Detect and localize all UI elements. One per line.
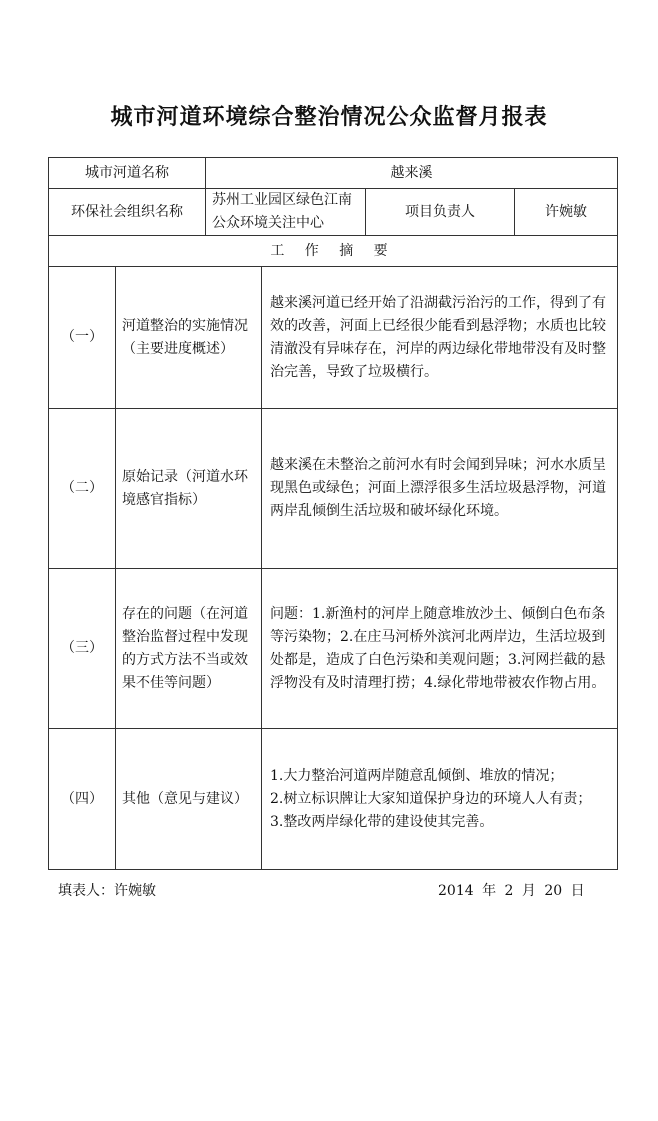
section-label: 其他（意见与建议） [116,729,262,870]
filler-name: 填表人：许婉敏 [58,883,156,899]
section-number: （四） [49,729,116,870]
section-number: （二） [49,409,116,569]
section-number: （三） [49,569,116,729]
section-content: 越来溪河道已经开始了沿湖截污治污的工作，得到了有效的改善，河面上已经很少能看到悬浮物；水质也比较清澈没有异味存在，河岸的两边绿化带地带没有及时整治完善，导致了垃圾横行。 [262,267,618,409]
suggestion-line: 1.大力整治河道两岸随意乱倾倒、堆放的情况； [270,767,564,784]
project-leader-label: 项目负责人 [366,189,515,236]
section-label: 河道整治的实施情况（主要进度概述） [116,267,262,409]
section-number: （一） [49,267,116,409]
section-row-1 [49,267,618,409]
section-row-2 [49,409,618,569]
report-title: 城市河道环境综合整治情况公众监督月报表 [110,104,548,130]
river-name-label: 城市河道名称 [49,158,206,189]
org-row [49,189,618,236]
work-summary-heading: 工 作 摘 要 [49,236,618,267]
section-label: 存在的问题（在河道整治监督过程中发现的方式方法不当或效果不佳等问题） [116,569,262,729]
project-leader-value: 许婉敏 [515,189,618,236]
suggestion-line: 3.整改两岸绿化带的建设使其完善。 [270,813,494,830]
section-content: 越来溪在未整治之前河水有时会闻到异味；河水水质呈现黑色或绿色；河面上漂浮很多生活垃圾悬浮物，河道两岸乱倾倒生活垃圾和破坏绿化环境。 [262,409,618,569]
section-row-4 [49,729,618,870]
river-name-row [49,158,618,189]
org-name-label: 环保社会组织名称 [49,189,206,236]
section-content [262,729,618,870]
report-table [48,157,618,870]
section-row-3 [49,569,618,729]
river-name-value: 越来溪 [206,158,618,189]
section-content: 问题：1.新渔村的河岸上随意堆放沙土、倾倒白色布条等污染物；2.在庄马河桥外滨河北两岸边，生活垃圾到处都是，造成了白色污染和美观问题；3.河网拦截的悬浮物没有及时清理打捞；4.绿化带地带被农作物占用。 [262,569,618,729]
summary-header-row [49,236,618,267]
suggestion-line: 2.树立标识牌让大家知道保护身边的环境人人有责； [270,790,592,807]
org-name-value: 苏州工业园区绿色江南公众环境关注中心 [206,189,366,236]
report-date: 2014 年 2 月 20 日 [438,883,585,899]
section-label: 原始记录（河道水环境感官指标） [116,409,262,569]
